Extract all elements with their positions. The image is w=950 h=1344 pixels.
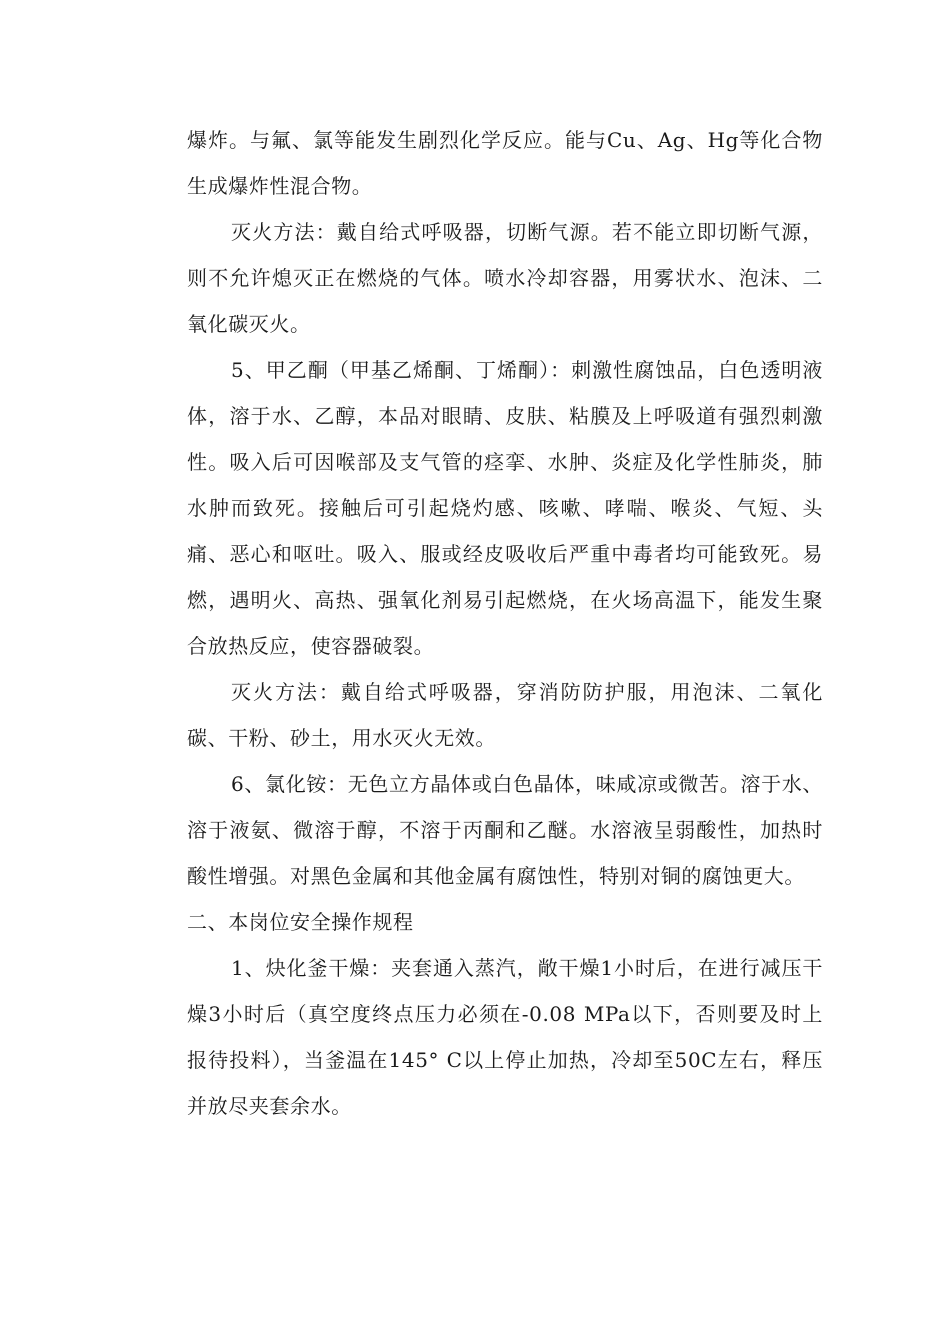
paragraph-extinguish-method-2: 灭火方法：戴自给式呼吸器，穿消防防护服，用泡沫、二氧化碳、干粉、砂土，用水灭火无效。 [187,680,823,750]
document-body [187,117,823,1129]
paragraph-item-6-ammonium-chloride: 6、氯化铵：无色立方晶体或白色晶体，味咸凉或微苦。溶于水、溶于液氨、微溶于醇，不溶于丙酮和乙醚。水溶液呈弱酸性，加热时酸性增强。对黑色金属和其他金属有腐蚀性，特别对铜的腐蚀更大。 [187,772,823,888]
paragraph-procedure-1: 1、炔化釜干燥：夹套通入蒸汽，敞干燥1小时后，在进行减压干燥3小时后（真空度终点压力必须在-0.08 MPa以下，否则要及时上报待投料），当釜温在145° C以上停止加热，冷却至50C左右，释压并放尽夹套余水。 [187,956,823,1118]
paragraph-item-5-mek: 5、甲乙酮（甲基乙烯酮、丁烯酮）：刺激性腐蚀品，白色透明液体，溶于水、乙醇，本品对眼睛、皮肤、粘膜及上呼吸道有强烈刺激性。吸入后可因喉部及支气管的痉挛、水肿、炎症及化学性肺炎，肺水肿而致死。接触后可引起烧灼感、咳嗽、哮喘、喉炎、气短、头痛、恶心和呕吐。吸入、服或经皮吸收后严重中毒者均可能致死。易燃，遇明火、高热、强氧化剂易引起燃烧，在火场高温下，能发生聚合放热反应，使容器破裂。 [187,358,823,658]
section-heading-safety-procedures: 二、本岗位安全操作规程 [187,910,414,934]
paragraph-hazard-continued: 爆炸。与氟、氯等能发生剧烈化学反应。能与Cu、Ag、Hg等化合物生成爆炸性混合物。 [187,128,823,198]
paragraph-extinguish-method-1: 灭火方法：戴自给式呼吸器，切断气源。若不能立即切断气源，则不允许熄灭正在燃烧的气体。喷水冷却容器，用雾状水、泡沫、二氧化碳灭火。 [187,220,823,336]
